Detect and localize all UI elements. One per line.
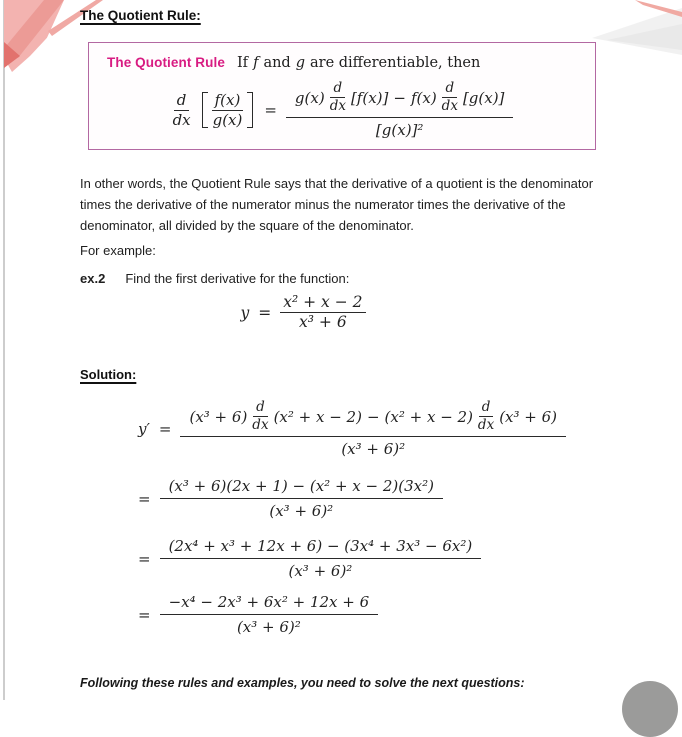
y-symbol: y (240, 303, 250, 322)
d-dx-operator: $\frac{d}{dx}$ (172, 90, 191, 129)
right-bracket (247, 92, 253, 129)
d-dx-operator: $\frac{d}{dx}$ (329, 80, 346, 115)
solution-step-4 (138, 593, 378, 636)
example-2-prompt (80, 271, 349, 286)
solution-step-1 (138, 400, 566, 458)
condition-g: g (295, 55, 305, 71)
solution-step-3 (138, 537, 481, 580)
step1-denominator: (x³ + 6)² (341, 440, 406, 459)
solution-heading: Solution: (80, 367, 137, 382)
step2-numerator: (x³ + 6)(2x + 1) − (x² + x − 2)(3x²) (160, 477, 443, 499)
quotient-rule-box (88, 42, 596, 150)
y-prime-symbol: y′ (138, 420, 150, 439)
quotient-rule-formula (107, 81, 579, 139)
equals-sign: = (264, 101, 277, 120)
example-function-equation (80, 294, 526, 332)
step1-numerator: (x³ + 6) $\frac{d}{dx}$ (x² + x − 2) − (x² + x − 2) $\frac{d}{dx}$ (x³ + 6) (180, 400, 566, 437)
step3-numerator: (2x⁴ + x³ + 12x + 6) − (3x⁴ + 3x³ − 6x²) (160, 537, 482, 559)
condition-and: and (263, 55, 291, 71)
step2-fraction (160, 477, 443, 520)
equals-sign: = (138, 605, 151, 624)
condition-rest: are differentiable, then (310, 55, 481, 71)
step4-denominator: (x³ + 6)² (236, 618, 301, 636)
solution-step-2 (138, 477, 443, 520)
example-number: ex.2 (80, 271, 106, 286)
d-dx-operator: $\frac{d}{dx}$ (477, 399, 495, 434)
condition-if: If (236, 55, 249, 71)
example-fraction: $\frac{\text{x² + x − 2}}{\text{x³ + 6}}$ (280, 294, 365, 332)
page-edge-divider (3, 0, 5, 700)
step2-denominator: (x³ + 6)² (269, 502, 334, 520)
bracketed-quotient (200, 92, 256, 129)
rule-rhs-denominator: [g(x)]² (375, 121, 424, 140)
d-dx-operator: $\frac{d}{dx}$ (252, 399, 269, 434)
equals-sign: = (158, 420, 172, 439)
floating-bubble-button[interactable] (622, 681, 678, 737)
step3-denominator: (x³ + 6)² (288, 562, 353, 580)
rule-condition-text (237, 55, 480, 71)
condition-f: f (253, 55, 259, 71)
rule-box-title: The Quotient Rule (107, 55, 225, 70)
step1-fraction (180, 400, 566, 458)
step4-fraction (160, 593, 379, 636)
equals-sign: = (138, 489, 151, 508)
f-over-g-fraction: $\frac{f(x)}{g(x)}$ (212, 90, 243, 129)
equals-sign: = (138, 549, 151, 568)
footer-instruction: Following these rules and examples, you need to solve the next questions: (80, 676, 525, 690)
for-example-label: For example: (80, 243, 156, 258)
rule-box-header (107, 55, 579, 71)
step4-numerator: −x⁴ − 2x³ + 6x² + 12x + 6 (160, 593, 379, 615)
rule-rhs-numerator: g(x) $\frac{d}{dx}$ [f(x)] − f(x) $\frac{d}{dx}$ [g(x)] (286, 81, 514, 118)
example-prompt-text: Find the first derivative for the function: (125, 271, 350, 286)
page-title: The Quotient Rule: (80, 8, 201, 23)
left-bracket (202, 92, 208, 129)
rule-rhs-fraction (286, 81, 514, 139)
explanation-paragraph: In other words, the Quotient Rule says that the derivative of a quotient is the denominator times the derivative of the numerator minus the numerator times the derivative of the denominator, all divided by the square of the denominator. (80, 176, 594, 234)
d-dx-operator: $\frac{d}{dx}$ (441, 80, 458, 115)
equals-sign: = (258, 303, 272, 322)
step3-fraction (160, 537, 482, 580)
